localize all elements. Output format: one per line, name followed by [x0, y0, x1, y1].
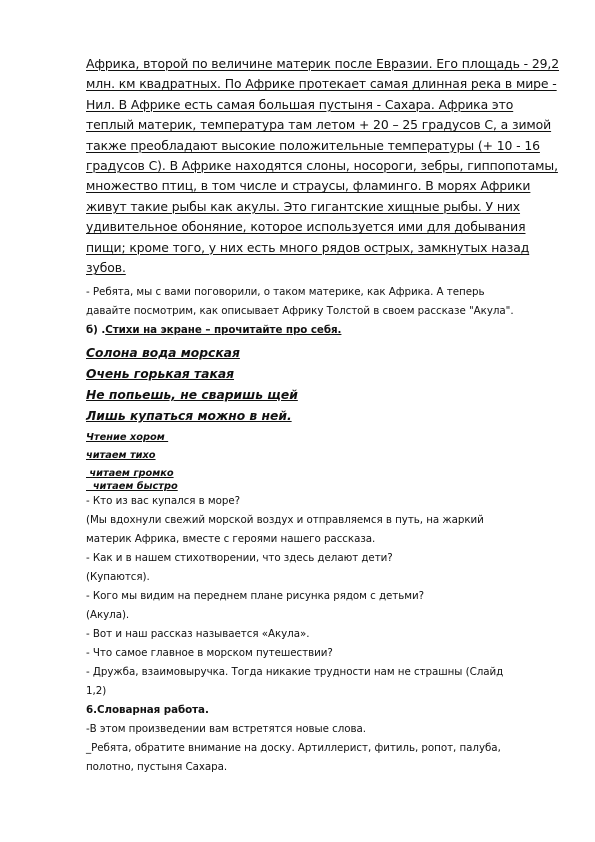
reading-mode-choral: Чтение хором [86, 432, 169, 443]
poem-line: Не попьешь, не сваришь щей [86, 388, 298, 402]
dialog-line: (Акула). [86, 609, 130, 621]
paragraph-line: - Ребята, мы с вами поговорили, о таком материке, как Африка. А теперь [86, 286, 485, 298]
reading-mode-loud: читаем громко [86, 468, 174, 479]
vocab-line: -В этом произведении вам встретятся новые слова. [86, 723, 366, 735]
poem-line: Очень горькая такая [86, 367, 235, 381]
intro-line: удивительное обоняние, которое используется ими для добывания [86, 219, 526, 235]
task-6b-text: Стихи на экране – прочитайте про себя. [105, 324, 342, 336]
task-6b-line [86, 321, 556, 340]
task-6b-number: б) . [86, 324, 106, 336]
reading-mode-quiet: читаем тихо [86, 450, 156, 461]
intro-line: пищи; кроме того, у них есть много рядов острых, замкнутых назад [86, 239, 530, 255]
intro-line: множество птиц, в том числе и страусы, фламинго. В морях Африки [86, 178, 531, 194]
intro-line: градусов С). В Африке находятся слоны, носороги, зебры, гиппопотамы, [86, 158, 558, 174]
intro-line: Африка, второй по величине материк после Евразии. Его площадь - 29,2 [86, 56, 560, 71]
vocab-line: _Ребята, обратите внимание на доску. Артиллерист, фитиль, ропот, палуба, [86, 742, 501, 754]
dialog-line: - Дружба, взаимовыручка. Тогда никакие трудности нам не страшны (Слайд [86, 666, 504, 678]
dialog-line: - Вот и наш рассказ называется «Акула». [86, 628, 310, 640]
paragraph-line: давайте посмотрим, как описывает Африку Толстой в своем рассказе "Акула". [86, 305, 514, 317]
intro-line: также преобладают высокие положительные температуры (+ 10 - 16 [86, 137, 540, 153]
vocabulary-section [86, 701, 556, 777]
reading-mode-fast: читаем быстро [86, 481, 178, 492]
africa-intro-paragraph [86, 54, 560, 278]
intro-line: млн. км квадратных. По Африке протекает самая длинная река в мире - [86, 76, 557, 92]
dialog-line: 1,2) [86, 685, 107, 697]
intro-line: теплый материк, температура там летом + 20 – 25 градусов С, а зимой [86, 117, 552, 133]
intro-line: зубов. [86, 260, 126, 276]
dialog-line: материк Африка, вместе с героями нашего рассказа. [86, 533, 376, 545]
lesson-dialog [86, 492, 556, 701]
poem-line: Лишь купаться можно в ней. [86, 409, 292, 423]
vocab-line: полотно, пустыня Сахара. [86, 761, 228, 773]
dialog-line: - Что самое главное в морском путешествии? [86, 647, 333, 659]
intro-line: Нил. В Африке есть самая большая пустыня - Сахара. Африка это [86, 96, 514, 112]
teacher-transition-paragraph [86, 283, 556, 340]
section-6-number: 6. [86, 704, 97, 716]
poem-line: Солона вода морская [86, 346, 240, 360]
dialog-line: - Кого мы видим на переднем плане рисунка рядом с детьми? [86, 590, 425, 602]
intro-line: живут такие рыбы как акулы. Это гигантские хищные рыбы. У них [86, 198, 521, 214]
section-6-heading [86, 701, 556, 720]
dialog-line: - Кто из вас купался в море? [86, 495, 241, 507]
dialog-line: - Как и в нашем стихотворении, что здесь делают дети? [86, 552, 393, 564]
dialog-line: (Купаются). [86, 571, 150, 583]
dialog-line: (Мы вдохнули свежий морской воздух и отправляемся в путь, на жаркий [86, 514, 484, 526]
section-6-title: Словарная работа. [96, 704, 209, 716]
